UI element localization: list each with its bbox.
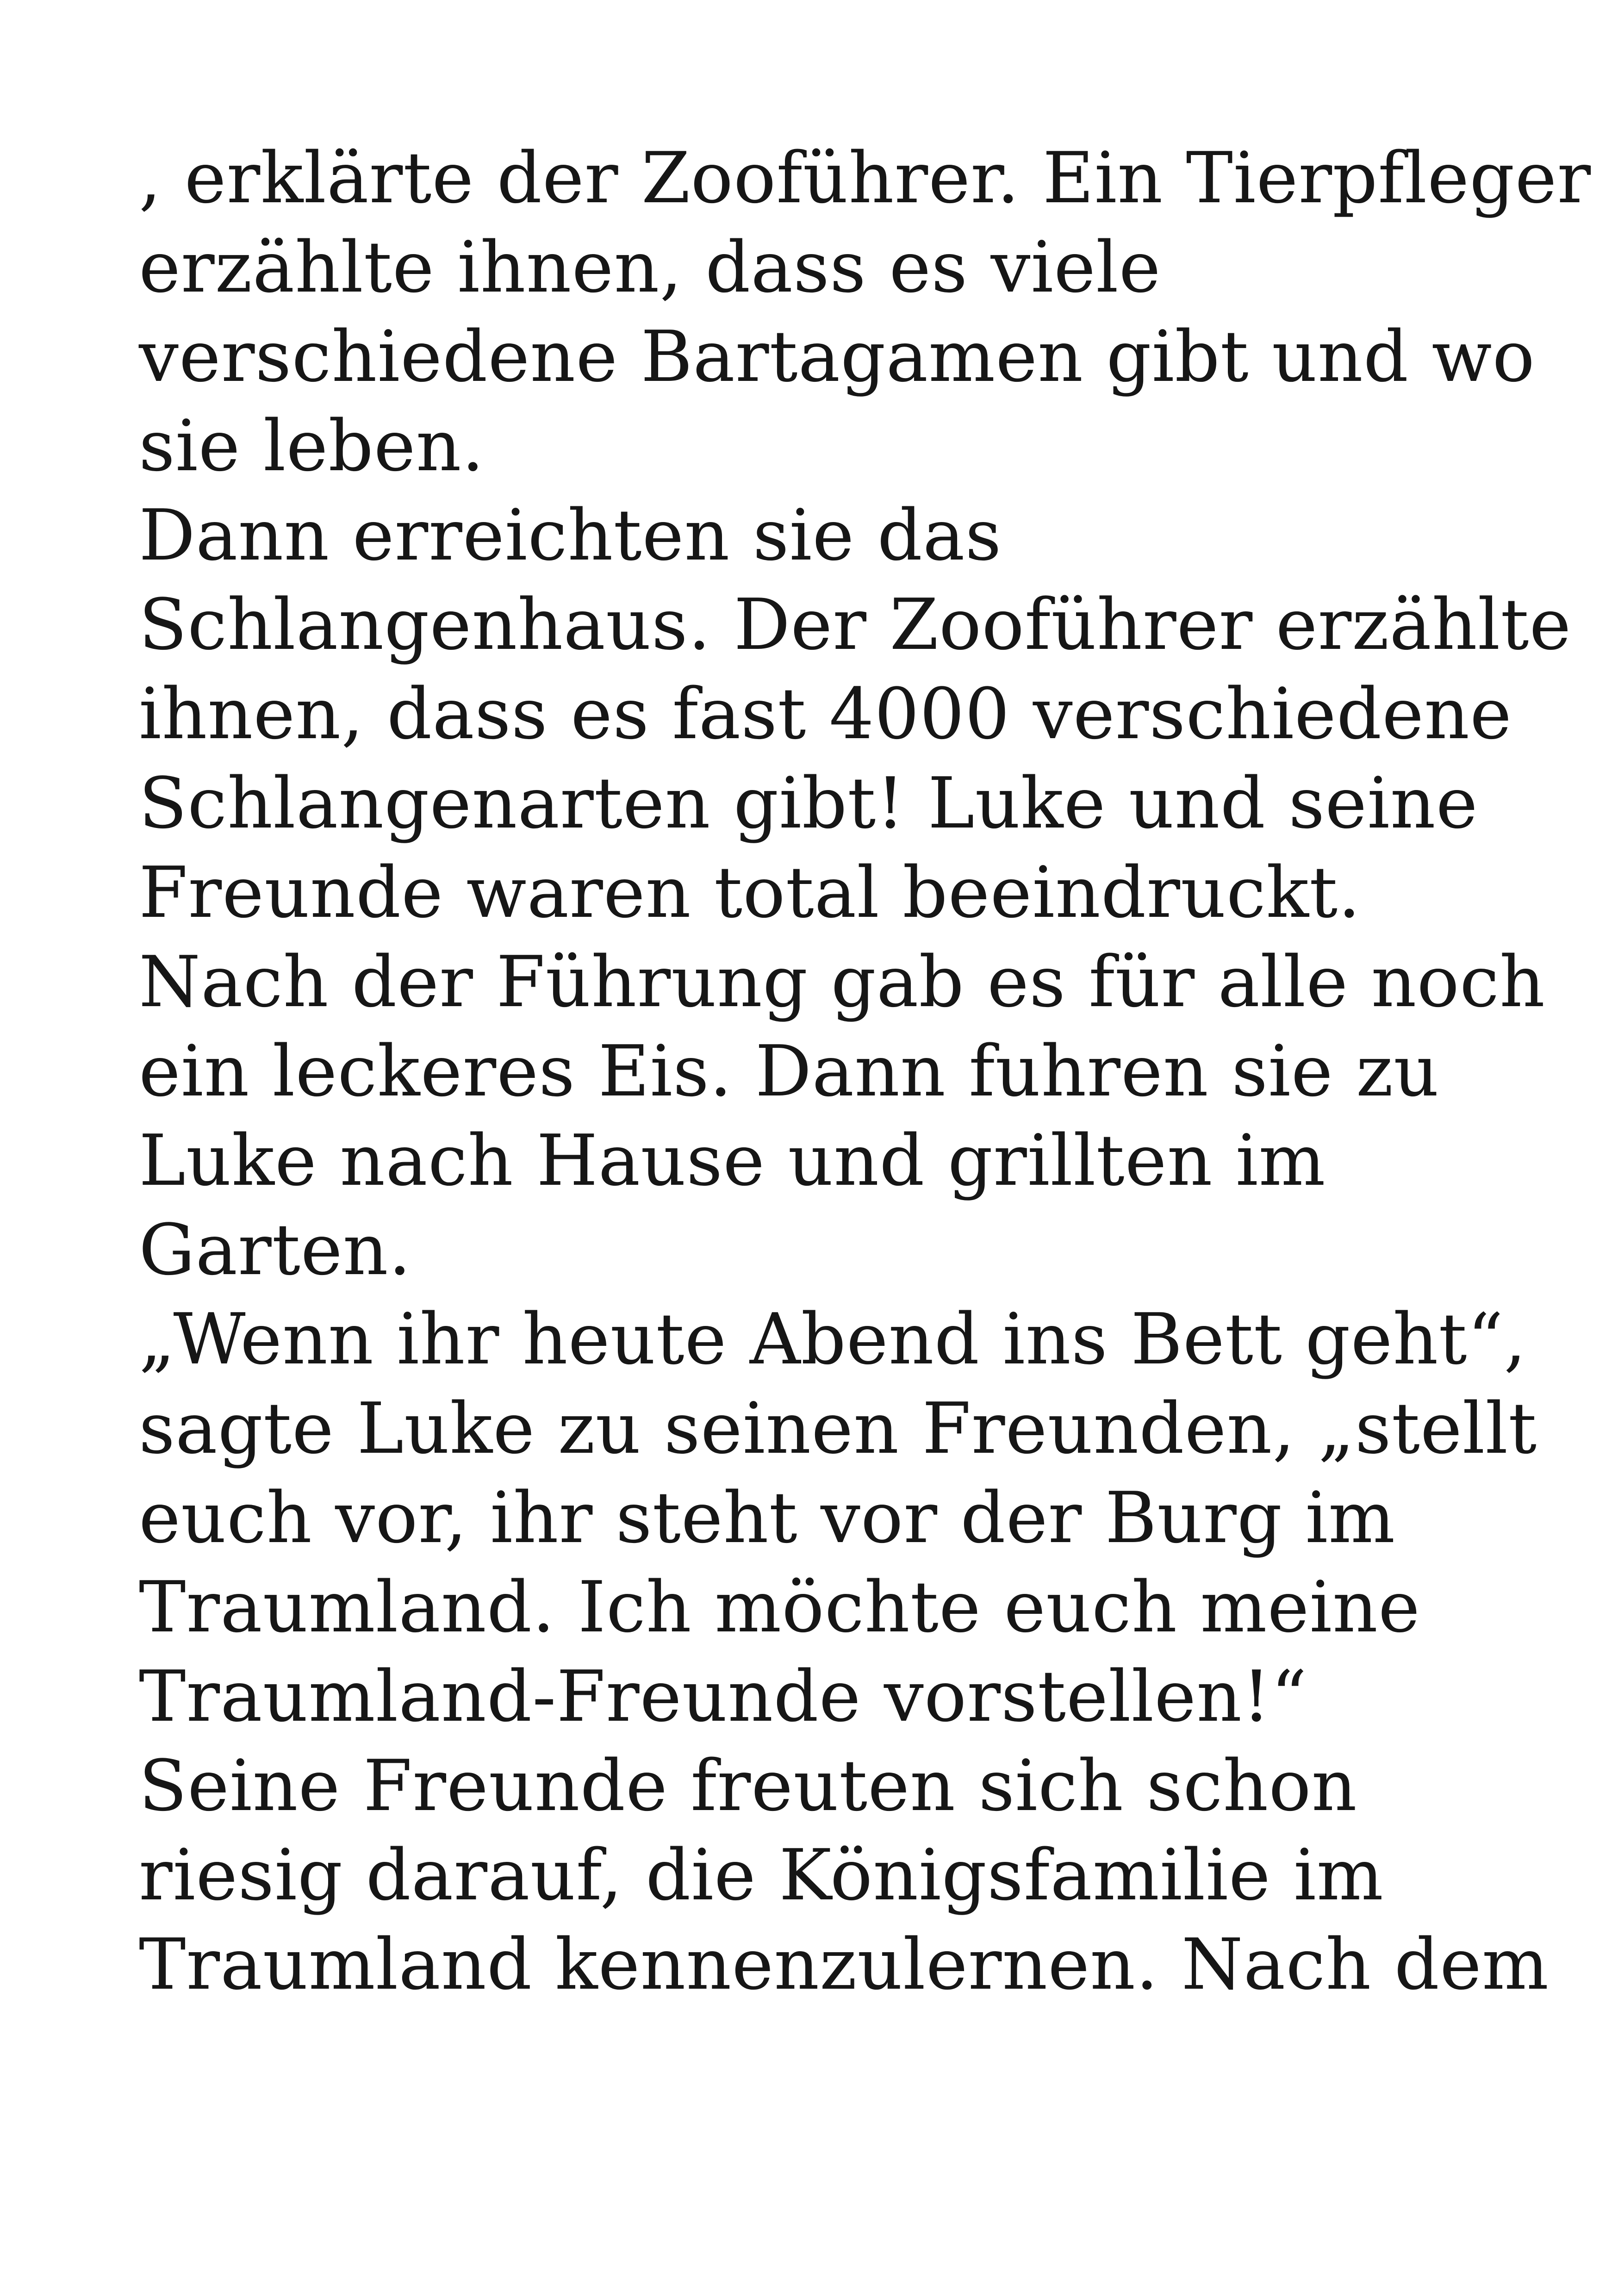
story-text <box>139 133 1592 2009</box>
text-line: euch vor, ihr steht vor der Burg im <box>139 1477 1396 1559</box>
text-line: ihnen, dass es fast 4000 verschiedene <box>139 673 1512 755</box>
text-line: sie leben. <box>139 405 485 487</box>
text-line: Schlangenhaus. Der Zooführer erzählte <box>139 584 1572 666</box>
text-line: Freunde waren total beeindruckt. <box>139 852 1361 933</box>
text-line: „Wenn ihr heute Abend ins Bett geht“, <box>139 1298 1527 1380</box>
text-line: verschiedene Bartagamen gibt und wo <box>139 316 1536 398</box>
text-line: Nach der Führung gab es für alle noch <box>139 941 1545 1023</box>
text-line: ein leckeres Eis. Dann fuhren sie zu <box>139 1030 1439 1112</box>
text-line: erzählte ihnen, dass es viele <box>139 226 1161 308</box>
text-line: Traumland. Ich möchte euch meine <box>139 1566 1420 1648</box>
text-line: Luke nach Hause und grillten im <box>139 1120 1326 1201</box>
text-line: Traumland kennenzulernen. Nach dem <box>139 1923 1550 2005</box>
text-line: Traumland-Freunde vorstellen!“ <box>139 1655 1307 1737</box>
text-line: Schlangenarten gibt! Luke und seine <box>139 762 1478 844</box>
text-line: riesig darauf, die Königsfamilie im <box>139 1834 1384 1916</box>
text-line: , erklärte der Zooführer. Ein Tierpfleger <box>139 137 1592 219</box>
text-line: Garten. <box>139 1209 411 1291</box>
text-line: sagte Luke zu seinen Freunden, „stellt <box>139 1388 1537 1469</box>
text-line: Seine Freunde freuten sich schon <box>139 1745 1357 1827</box>
text-line: Dann erreichten sie das <box>139 494 1002 576</box>
